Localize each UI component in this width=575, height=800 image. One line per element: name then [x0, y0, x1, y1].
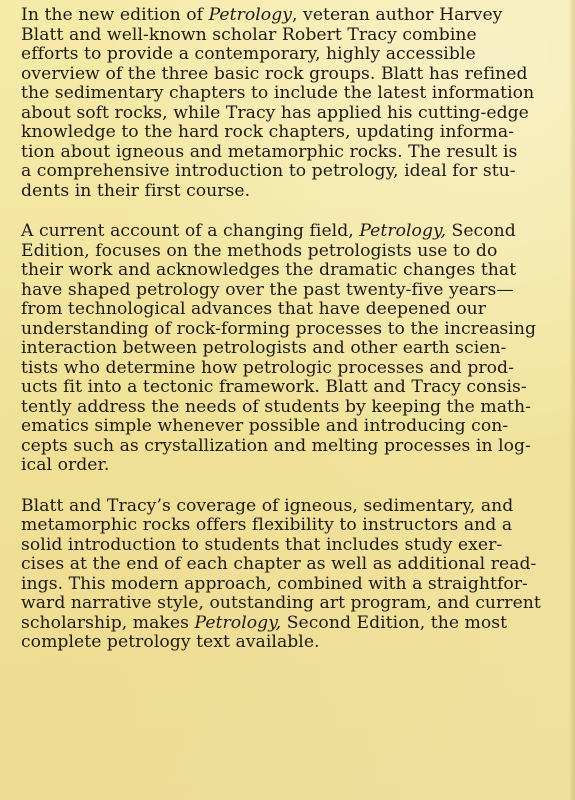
text-segment: tently address the needs of students by keeping the math-: [21, 396, 531, 417]
text-line: [21, 26, 569, 46]
text-segment: dents in their first course.: [21, 180, 251, 201]
text-segment: efforts to provide a contemporary, highly accessible: [21, 44, 476, 64]
text-segment: knowledge to the hard rock chapters, updating informa-: [21, 122, 515, 142]
text-segment: Edition, focuses on the methods petrologists use to do: [21, 240, 498, 261]
text-line: [21, 437, 569, 457]
text-line: [21, 339, 569, 359]
text-segment: solid introduction to students that includes study exer-: [21, 534, 503, 555]
text-segment: , veteran author Harvey: [292, 5, 503, 25]
text-line: [21, 162, 569, 182]
paragraph-2: [21, 222, 569, 476]
text-segment: ings. This modern approach, combined with a straightfor-: [21, 573, 528, 594]
text-segment: complete petrology text available.: [21, 632, 320, 652]
text-line: [21, 182, 569, 202]
paragraph-3: [21, 497, 569, 653]
text-line: [21, 614, 569, 634]
text-segment: cepts such as crystallization and melting processes in log-: [21, 435, 531, 456]
text-segment: have shaped petrology over the past twenty-five years—: [21, 279, 514, 300]
book-title-italic: Petrology,: [194, 612, 282, 633]
text-segment: In the new edition of: [21, 5, 209, 25]
text-line: [21, 84, 569, 104]
text-segment: ical order.: [21, 455, 110, 475]
text-line: [21, 222, 569, 242]
text-line: [21, 65, 569, 85]
text-line: [21, 555, 569, 575]
text-segment: about soft rocks, while Tracy has applied his cutting-edge: [21, 102, 529, 123]
text-segment: Blatt and well-known scholar Robert Tracy combine: [21, 24, 477, 45]
text-segment: overview of the three basic rock groups. Blatt has refined: [21, 63, 528, 84]
text-line: [21, 594, 569, 614]
text-segment: Second Edition, the most: [281, 612, 508, 633]
text-line: [21, 536, 569, 556]
text-segment: interaction between petrologists and other earth scien-: [21, 338, 507, 358]
text-segment: a comprehensive introduction to petrology, ideal for stu-: [21, 161, 516, 181]
text-line: [21, 104, 569, 124]
text-segment: ward narrative style, outstanding art program, and current: [21, 593, 541, 613]
text-line: [21, 242, 569, 262]
text-segment: Blatt and Tracy’s coverage of igneous, sedimentary, and: [21, 495, 514, 516]
text-segment: ematics simple whenever possible and introducing con-: [21, 416, 509, 436]
text-line: [21, 378, 569, 398]
book-title-italic: Petrology: [208, 5, 293, 25]
text-line: [21, 398, 569, 418]
text-line: [21, 261, 569, 281]
text-line: [21, 281, 569, 301]
text-line: [21, 417, 569, 437]
text-line: [21, 497, 569, 517]
text-line: [21, 516, 569, 536]
text-segment: tion about igneous and metamorphic rocks. The result is: [21, 141, 518, 162]
text-segment: scholarship, makes: [21, 612, 195, 633]
text-line: [21, 123, 569, 143]
text-line: [21, 575, 569, 595]
text-line: [21, 633, 569, 653]
text-line: [21, 456, 569, 476]
text-segment: tists who determine how petrologic processes and prod-: [21, 357, 514, 378]
paragraph-1: [21, 6, 569, 201]
text-line: [21, 300, 569, 320]
text-segment: Second: [445, 221, 516, 241]
text-segment: cises at the end of each chapter as well as additional read-: [21, 554, 537, 574]
page-edge-shadow: [569, 0, 575, 800]
text-line: [21, 320, 569, 340]
text-segment: metamorphic rocks offers flexibility to instructors and a: [21, 515, 513, 535]
text-line: [21, 6, 569, 26]
text-segment: A current account of a changing field,: [21, 221, 360, 241]
text-segment: their work and acknowledges the dramatic changes that: [21, 260, 517, 280]
text-segment: ucts fit into a tectonic framework. Blatt and Tracy consis-: [21, 377, 527, 397]
text-line: [21, 359, 569, 379]
text-segment: understanding of rock-forming processes to the increasing: [21, 318, 536, 339]
text-line: [21, 143, 569, 163]
book-title-italic: Petrology,: [359, 221, 446, 241]
text-line: [21, 45, 569, 65]
text-segment: the sedimentary chapters to include the latest information: [21, 83, 535, 103]
text-segment: from technological advances that have deepened our: [21, 299, 487, 319]
